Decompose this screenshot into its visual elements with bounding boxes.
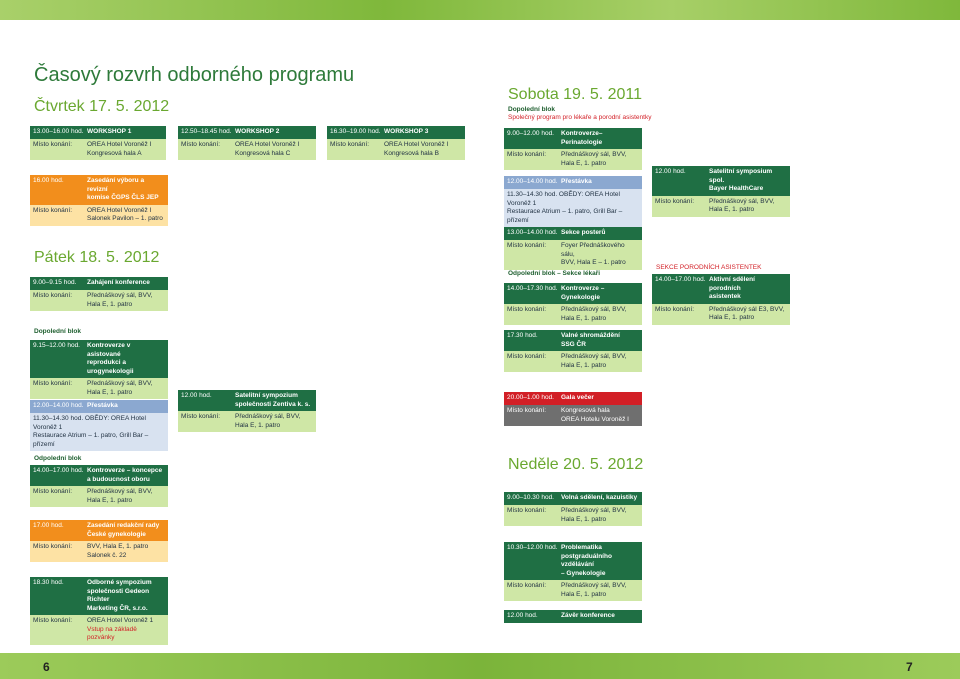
card-title: Zasedání výboru a revizní komise ČGPS ČLS JEP	[87, 177, 159, 201]
card-title: WORKSHOP 1	[87, 128, 132, 135]
midwives-section-label: SEKCE PORODNÍCH ASISTENTEK	[656, 264, 762, 271]
card-place: OREA Hotel Voroněž I Kongresová hala B	[384, 141, 449, 157]
card-gedeon-richter	[30, 577, 168, 645]
card-place-row	[30, 541, 168, 562]
card-time: 16.00 hod.	[33, 177, 64, 184]
bottom-green-band	[0, 653, 960, 679]
card-place-row	[504, 304, 642, 325]
card-place-label: Místo konání:	[181, 141, 221, 148]
card-header	[30, 277, 168, 290]
card-place-note: Vstup na základě pozvánky	[87, 625, 137, 641]
card-place: Přednáškový sál, BVV, Hala E, 1. patro	[561, 507, 627, 523]
card-place-label: Místo konání:	[655, 305, 695, 313]
friday-morning-label: Dopolední blok	[34, 328, 81, 335]
card-title: Přestávka	[561, 178, 592, 185]
card-prestavka-saturday	[504, 176, 642, 227]
card-place: Přednáškový sál, BVV, Hala E, 1. patro	[709, 197, 775, 213]
card-gala-vecer	[504, 392, 642, 426]
card-header	[327, 126, 465, 139]
card-workshop-3	[327, 126, 465, 160]
card-header	[30, 520, 168, 541]
card-place: Přednáškový sál, BVV, Hala E, 1. patro	[561, 353, 627, 369]
card-place-label: Místo konání:	[33, 292, 73, 299]
card-header	[504, 330, 642, 351]
card-header	[30, 577, 168, 615]
card-place: OREA Hotel Voroněž I Kongresová hala A	[87, 141, 152, 157]
card-place: BVV, Hala E, 1. patro Salonek č. 22	[87, 543, 149, 559]
card-place-label: Místo konání:	[655, 197, 695, 205]
card-title: Kontroverze–Perinatologie	[561, 130, 603, 146]
card-title: Satelitní symposium spol. Bayer HealthCare	[709, 168, 773, 192]
card-time: 12.00 hod.	[655, 168, 686, 175]
card-place-label: Místo konání:	[507, 242, 547, 249]
card-postgradualni	[504, 542, 642, 601]
friday-afternoon-label: Odpolední blok	[34, 455, 82, 462]
card-place: Přednáškový sál, BVV, Hala E, 1. patro	[235, 413, 301, 429]
saturday-morning-label: Dopolední blok	[508, 106, 555, 113]
card-time: 9.15–12.00 hod.	[33, 342, 80, 349]
card-time: 18.30 hod.	[33, 579, 64, 586]
card-kontroverze-asistovane	[30, 340, 168, 399]
card-time: 20.00–1.00 hod.	[507, 394, 554, 401]
card-title: Sekce posterů	[561, 229, 606, 236]
card-time: 12.50–18.45 hod.	[181, 128, 232, 135]
card-place: OREA Hotel Voroněž I Kongresová hala C	[235, 141, 300, 157]
card-title: Kontroverze – Gynekologie	[561, 285, 605, 301]
card-valne-shromazdeni	[504, 330, 642, 372]
card-place-label: Místo konání:	[330, 141, 370, 148]
card-place: Přednáškový sál, BVV, Hala E, 1. patro	[87, 380, 153, 396]
card-header	[504, 283, 642, 304]
card-title: Aktivní sdělení porodních asistentek	[709, 276, 755, 300]
card-place: Přednáškový sál, BVV, Hala E, 1. patro	[561, 151, 627, 167]
card-header	[652, 274, 790, 304]
card-workshop-1	[30, 126, 166, 160]
card-title: Zahájení konference	[87, 279, 150, 286]
card-place: Přednáškový sál E3, BVV, Hala E, 1. patro	[709, 305, 785, 321]
card-title: Zasedání redakční rady České gynekologie	[87, 522, 160, 538]
card-header	[178, 126, 316, 139]
card-header	[30, 340, 168, 378]
card-title: Přestávka	[87, 402, 118, 409]
card-title: Kontroverze – koncepce a budoucnost oboru	[87, 467, 163, 483]
card-place-row	[30, 290, 168, 311]
card-place-label: Místo konání:	[33, 617, 73, 624]
card-title: Volná sdělení, kazuistiky	[561, 494, 638, 501]
card-place-row	[178, 139, 316, 160]
card-place: Přednáškový sál, BVV, Hala E, 1. patro	[561, 582, 627, 598]
card-place: Přednáškový sál, BVV, Hala E, 1. patro	[87, 488, 153, 504]
page-number-left: 6	[43, 660, 50, 674]
card-title: Odborné sympozium společnosti Gedeon Richter Marketing ČR, s.r.o.	[87, 579, 152, 612]
card-title: Kontroverze v asistované reprodukci a urogynekologii	[87, 342, 134, 375]
card-asistentky	[652, 274, 790, 325]
saturday-joint-program: Společný program pro lékaře a porodní asistentky	[508, 114, 652, 121]
card-header	[504, 610, 642, 623]
card-zentiva	[178, 390, 316, 432]
card-place-label: Místo konání:	[507, 306, 547, 313]
card-place-row	[30, 615, 168, 645]
card-volna-sdeleni	[504, 492, 642, 526]
page-title: Časový rozvrh odborného programu	[34, 64, 355, 86]
card-header	[504, 128, 642, 149]
card-zasedani-vyboru	[30, 175, 168, 226]
card-place-label: Místo konání:	[33, 141, 73, 148]
card-header	[504, 227, 642, 240]
card-time: 13.00–14.00 hod.	[507, 229, 558, 236]
card-extra: 11.30–14.30 hod. OBĚDY: OREA Hotel Voroněž 1 Restaurace Atrium – 1. patro, Grill Bar – přízemí	[504, 189, 642, 227]
card-perinatologie	[504, 128, 642, 170]
card-place-row	[504, 351, 642, 372]
card-header	[178, 390, 316, 411]
card-time: 12.00 hod.	[181, 392, 212, 399]
card-time: 17.00 hod.	[33, 522, 64, 529]
card-header	[30, 175, 168, 205]
card-redakcni-rada	[30, 520, 168, 562]
card-place-label: Místo konání:	[33, 543, 73, 550]
card-place: Foyer Přednáškového sálu, BVV, Hala E – 1. patro	[561, 242, 626, 266]
card-time: 12.00–14.00 hod.	[507, 178, 558, 185]
card-place-label: Místo konání:	[507, 407, 547, 414]
card-time: 9.00–10.30 hod.	[507, 494, 554, 501]
card-place-label: Místo konání:	[507, 507, 547, 514]
card-place-row	[30, 378, 168, 399]
card-place: Přednáškový sál, BVV, Hala E, 1. patro	[87, 292, 153, 308]
card-time: 9.00–9.15 hod.	[33, 279, 77, 286]
card-time: 12.00 hod.	[507, 612, 538, 619]
card-title: Gala večer	[561, 394, 594, 401]
card-place-row	[504, 149, 642, 170]
card-place-row	[178, 411, 316, 432]
card-place-label: Místo konání:	[181, 413, 221, 420]
card-place-row	[504, 240, 642, 270]
card-header	[504, 492, 642, 505]
card-time: 12.00–14.00 hod.	[33, 402, 84, 409]
card-place-row	[504, 405, 642, 426]
card-header	[30, 465, 168, 486]
card-time: 14.00–17.30 hod.	[507, 285, 558, 292]
thursday-title: Čtvrtek 17. 5. 2012	[34, 98, 170, 115]
card-header	[504, 542, 642, 580]
card-place-row	[30, 139, 166, 160]
card-zahajeni	[30, 277, 168, 311]
card-title: Závěr konference	[561, 612, 615, 619]
card-title: WORKSHOP 2	[235, 128, 280, 135]
card-bayer	[652, 166, 790, 217]
top-green-band	[0, 0, 960, 20]
card-title: Satelitní sympozium společnosti Zentiva k. s.	[235, 392, 311, 408]
card-title: Valné shromáždění SSG ČR	[561, 332, 620, 348]
card-place-label: Místo konání:	[33, 206, 73, 214]
sunday-title: Neděle 20. 5. 2012	[508, 456, 644, 473]
card-place-label: Místo konání:	[507, 353, 547, 360]
card-title: Problematika postgraduálního vzdělávání – Gynekologie	[561, 544, 612, 577]
card-place: Kongresová hala OREA Hotelu Voroněž I	[561, 407, 629, 423]
card-header	[504, 176, 642, 189]
card-workshop-2	[178, 126, 316, 160]
card-header	[30, 400, 168, 413]
card-time: 10.30–12.00 hod.	[507, 544, 558, 551]
page-number-right: 7	[906, 660, 913, 674]
card-place-row	[327, 139, 465, 160]
card-title: WORKSHOP 3	[384, 128, 429, 135]
card-time: 16.30–19.00 hod.	[330, 128, 381, 135]
card-time: 17.30 hod.	[507, 332, 538, 339]
card-place-label: Místo konání:	[33, 488, 73, 495]
card-zaver	[504, 610, 642, 623]
saturday-title: Sobota 19. 5. 2011	[508, 86, 643, 103]
card-place-row	[652, 196, 790, 217]
card-extra: 11.30–14.30 hod. OBĚDY: OREA Hotel Voroněž 1 Restaurace Atrium – 1. patro, Grill Bar – přízemí	[30, 413, 168, 451]
card-place: Přednáškový sál, BVV, Hala E, 1. patro	[561, 306, 627, 322]
card-place: OREA Hotel Voroněž 1 Vstup na základě pozvánky	[87, 617, 154, 641]
card-time: 14.00–17.00 hod.	[33, 467, 84, 474]
card-gynekologie	[504, 283, 642, 325]
card-header	[30, 126, 166, 139]
card-place-label: Místo konání:	[33, 380, 73, 387]
card-place: OREA Hotel Voroněž I Salonek Pavilon – 1. patro	[87, 206, 163, 222]
card-sekce-posteru	[504, 227, 642, 270]
card-header	[504, 392, 642, 405]
card-time: 14.00–17.00 hod.	[655, 276, 706, 283]
saturday-afternoon-label: Odpolední blok – Sekce lékaři	[508, 270, 601, 277]
friday-title: Pátek 18. 5. 2012	[34, 249, 160, 266]
card-time: 13.00–16.00 hod.	[33, 128, 84, 135]
card-place-row	[30, 205, 168, 226]
card-kontroverze-koncepce	[30, 465, 168, 507]
card-place-row	[504, 580, 642, 601]
card-place-row	[504, 505, 642, 526]
card-prestavka-friday	[30, 400, 168, 451]
card-header	[652, 166, 790, 196]
card-place-label: Místo konání:	[507, 582, 547, 589]
card-place-row	[30, 486, 168, 507]
card-time: 9.00–12.00 hod.	[507, 130, 554, 137]
card-place-row	[652, 304, 790, 325]
card-place-label: Místo konání:	[507, 151, 547, 158]
